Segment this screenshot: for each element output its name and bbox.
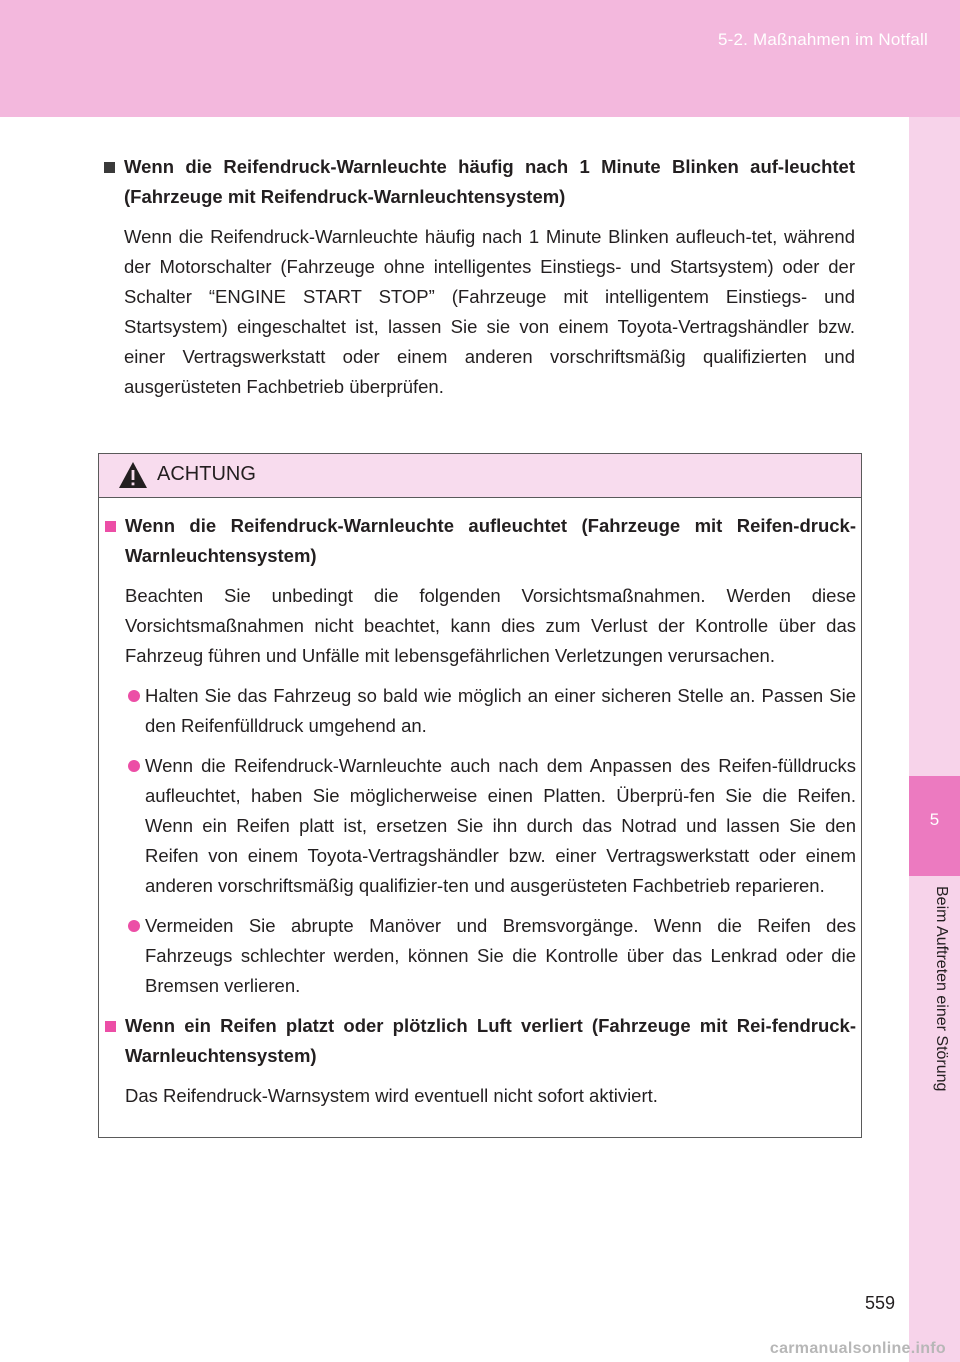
circle-bullet-icon [128, 760, 140, 772]
square-bullet-icon [105, 1021, 116, 1032]
warning-paragraph-2: Das Reifendruck-Warnsystem wird eventuell nicht sofort aktiviert. [125, 1085, 658, 1106]
warning-heading-1 [105, 511, 856, 571]
warning-box [98, 453, 862, 1138]
circle-bullet-icon [128, 920, 140, 932]
intro-heading [104, 152, 855, 212]
warning-body [105, 511, 856, 1111]
section-title: 5-2. Maßnahmen im Notfall [717, 30, 928, 49]
warning-heading-2-text: Wenn ein Reifen platzt oder plötzlich Luft verliert (Fahrzeuge mit Rei-fendruck-Warnleuchtensystem) [125, 1015, 856, 1066]
warning-bullet-item [105, 751, 856, 901]
header-band [0, 0, 960, 117]
warning-bullet-text: Vermeiden Sie abrupte Manöver und Bremsvorgänge. Wenn die Reifen des Fahrzeugs schlechter werden, können Sie die Kontrolle über das Lenkrad oder die Bremsen verlieren. [145, 915, 856, 996]
warning-heading-1-text: Wenn die Reifendruck-Warnleuchte aufleuchtet (Fahrzeuge mit Reifen-druck-Warnleuchtensystem) [125, 515, 856, 566]
square-bullet-icon [105, 521, 116, 532]
page-number: 559 [864, 1293, 895, 1313]
warning-bullet-text: Halten Sie das Fahrzeug so bald wie möglich an einer sicheren Stelle an. Passen Sie den Reifenfülldruck umgehend an. [145, 685, 856, 736]
warning-triangle-icon [117, 460, 149, 490]
warning-paragraph-1: Beachten Sie unbedingt die folgenden Vorsichtsmaßnahmen. Werden diese Vorsichtsmaßnahmen nicht beachtet, kann dies zum Verlust der Kontrolle über das Fahrzeug führen und Unfälle mit lebensgefährlichen Verletzungen verursachen. [125, 585, 856, 666]
intro-heading-text: Wenn die Reifendruck-Warnleuchte häufig nach 1 Minute Blinken auf-leuchtet (Fahrzeuge mit Reifendruck-Warnleuchtensystem) [124, 156, 855, 207]
intro-paragraph: Wenn die Reifendruck-Warnleuchte häufig nach 1 Minute Blinken aufleuch-tet, während der Motorschalter (Fahrzeuge ohne intelligentes Einstiegs- und Startsystem) oder der Schalter “ENGINE START STOP” (Fahrzeuge mit intelligentem Einstiegs- und Startsystem) eingeschaltet ist, lassen Sie sie von einem Toyota-Vertragshändler bzw. einer Vertragswerkstatt oder einem anderen vorschriftsmäßig qualifizierten und ausgerüsteten Fachbetrieb überprüfen. [124, 226, 855, 397]
circle-bullet-icon [128, 690, 140, 702]
warning-bullet-item [105, 911, 856, 1001]
warning-header [99, 454, 861, 498]
square-bullet-icon [104, 162, 115, 173]
chapter-side-tab [909, 117, 960, 1362]
warning-title: ACHTUNG [157, 463, 256, 485]
chapter-number: 5 [929, 810, 940, 829]
intro-section [104, 152, 855, 402]
warning-heading-2 [105, 1011, 856, 1071]
chapter-label: Beim Auftreten einer Störung [933, 886, 950, 1092]
warning-bullet-item [105, 681, 856, 741]
site-watermark: carmanualsonline.info [769, 1340, 946, 1357]
warning-bullet-text: Wenn die Reifendruck-Warnleuchte auch nach dem Anpassen des Reifen-fülldrucks aufleuchtet, haben Sie möglicherweise einen Platten. Überprü-fen Sie die Reifen. Wenn ein Reifen platt ist, ersetzen Sie ihn durch das Notrad und lassen Sie den Reifen von einem Toyota-Vertragshändler bzw. einer Vertragswerkstatt oder einem anderen vorschriftsmäßig qualifizier-ten und ausgerüsteten Fachbetrieb reparieren. [145, 755, 856, 896]
